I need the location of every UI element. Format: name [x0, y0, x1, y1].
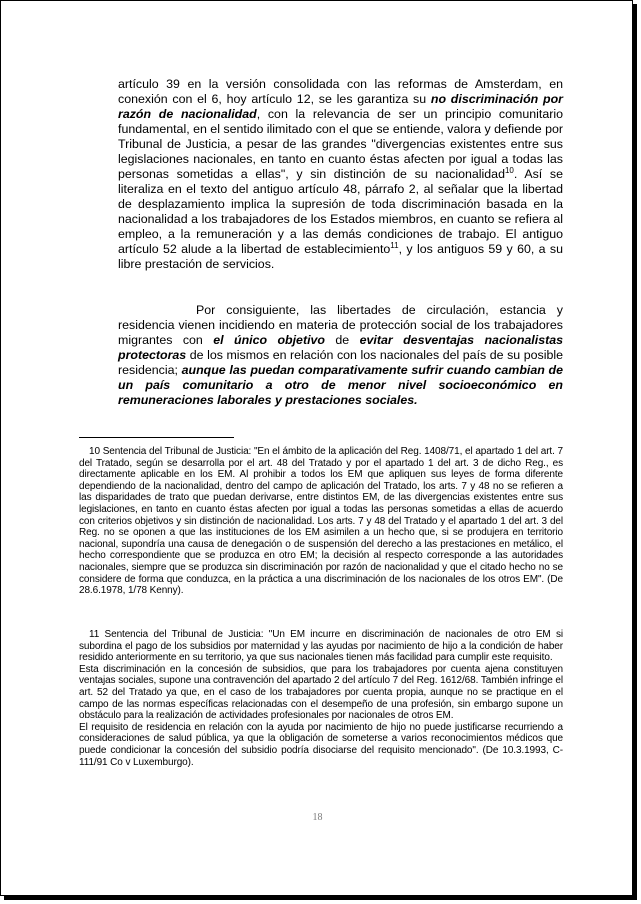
paragraph-text: Por consiguiente, las libertades de circulación, estancia y residencia vienen incidiendo en materia de protección social de los trabajadores migrantes con [118, 303, 563, 347]
emphasis-text: el único objetivo [213, 333, 325, 347]
footnote-number: 11 [89, 629, 100, 640]
emphasis-text: aunque las puedan comparativamente sufrir cuando cambian de un país comunitario a otro de menor nivel socioeconómico en remuneraciones laborales y prestaciones sociales. [118, 363, 563, 407]
paragraph-text: , y los antiguos 59 y 60, a su libre prestación de servicios. [118, 242, 563, 271]
page-number: 18 [312, 812, 323, 823]
footnote-ref-10[interactable]: 10 [504, 165, 514, 175]
footnote-separator [79, 437, 234, 438]
paragraph-text: de los mismos en relación con los nacionales del país de su posible residencia; [118, 348, 563, 377]
paragraph-text: , con la relevancia de ser un principio comunitario fundamental, en el sentido ilimitado con el que se entiende, valora y defiende por Tribunal de Justicia, a pesar de las grandes "divergencias existentes entre sus legislaciones nacionales, en tanto en cuanto éstas afecten por igual a todas las personas sometidas a ellas", y sin distinción de su nacionalidad [118, 107, 563, 181]
footnote-text: Esta discriminación en la concesión de subsidios, que para los trabajadores por cuenta ajena constituyen ventajas sociales, supone una contravención del apartado 2 del artículo 7 del Reg. 1612/68. También infringe el art. 52 del Tratado ya que, en el caso de los trabajadores por cuenta propia, aunque no se practique en el campo de las normas específicas relacionadas con el desempeño de una profesión, sin embargo supone un obstáculo para la realización de actividades profesionales por nacionales de otros EM. [79, 663, 563, 722]
paragraph-text: artículo 39 en la versión consolidada con las reformas de Amsterdam, en conexión con el 6, hoy artículo 12, se les garantiza su [118, 77, 563, 106]
emphasis-text: evitar desventajas nacionalistas protectoras [118, 333, 563, 362]
footnote-ref-11[interactable]: 11 [390, 240, 399, 250]
paragraph-text: . Así se literaliza en el texto del antiguo artículo 48, párrafo 2, al señalar que la libertad de desplazamiento implica la supresión de toda discriminación basada en la nacionalidad a los trabajadores de los Estados miembros, en cuanto se refiera al empleo, a la remuneración y a las demás condiciones de trabajo. El antiguo artículo 52 alude a la libertad de establecimiento [118, 167, 563, 256]
footnote-10 [79, 446, 563, 597]
footnote-number: 10 [89, 446, 100, 457]
body-paragraph-2 [118, 303, 563, 408]
paragraph-text: de [324, 333, 360, 347]
footnote-text: El requisito de residencia en relación con la ayuda por nacimiento de hijo no puede justificarse recurriendo a consideraciones de salud pública, ya que la obligación de someterse a varios reconocimientos médicos que puede condicionar la concesión del subsidio podría disociarse del requisito mencionado". (De 10.3.1993, C-111/91 Co v Luxemburgo). [79, 721, 563, 768]
footnote-11 [79, 629, 563, 768]
footnote-text: Sentencia del Tribunal de Justicia: "Un EM incurre en discriminación de nacionales de otro EM si subordina el pago de los subsidios por maternidad y las ayudas por nacimiento de hijo a la condición de haber residido anteriormente en su territorio, ya que sus nacionales tienen más facilidad para cumplir este requisito. [79, 629, 563, 664]
body-paragraph-1 [118, 77, 563, 272]
emphasis-text: no discriminación por razón de nacionalidad [118, 92, 563, 121]
footnote-text: Sentencia del Tribunal de Justicia: "En el ámbito de la aplicación del Reg. 1408/71, el apartado 1 del art. 7 del Tratado, según se desarrolla por el art. 48 del Tratado y por el apartado 1 del art. 3 de dicho Reg., es directamente aplicable en los EM. Al prohibir a todos los EM que apliquen sus leyes de forma diferente dependiendo de la nacionalidad, dentro del campo de aplicación del Tratado, los arts. 7 y 48 no se refieren a las disparidades de trato que puedan derivarse, entre distintos EM, de las divergencias existentes entre sus legislaciones, en tanto en cuanto éstas afecten por igual a todas las personas sometidas a ellas de acuerdo con criterios objetivos y sin distinción de nacionalidad. Los arts. 7 y 48 del Tratado y el apartado 1 del art. 3 del Reg. no se oponen a que las instituciones de los EM asimilen a un hecho que, si se produjera en territorio nacional, supondría una causa de denegación o de suspensión del derecho a las prestaciones en metálico, el hecho correspondiente que se produzca en otro EM; la decisión al respecto corresponde a las autoridades nacionales, siempre que se produzca sin discriminación por razón de nacionalidad y que el citado hecho no se considere de forma que conduzca, en la práctica a una discriminación de los nacionales de los otros EM". (De 28.6.1978, 1/78 Kenny). [79, 446, 563, 597]
